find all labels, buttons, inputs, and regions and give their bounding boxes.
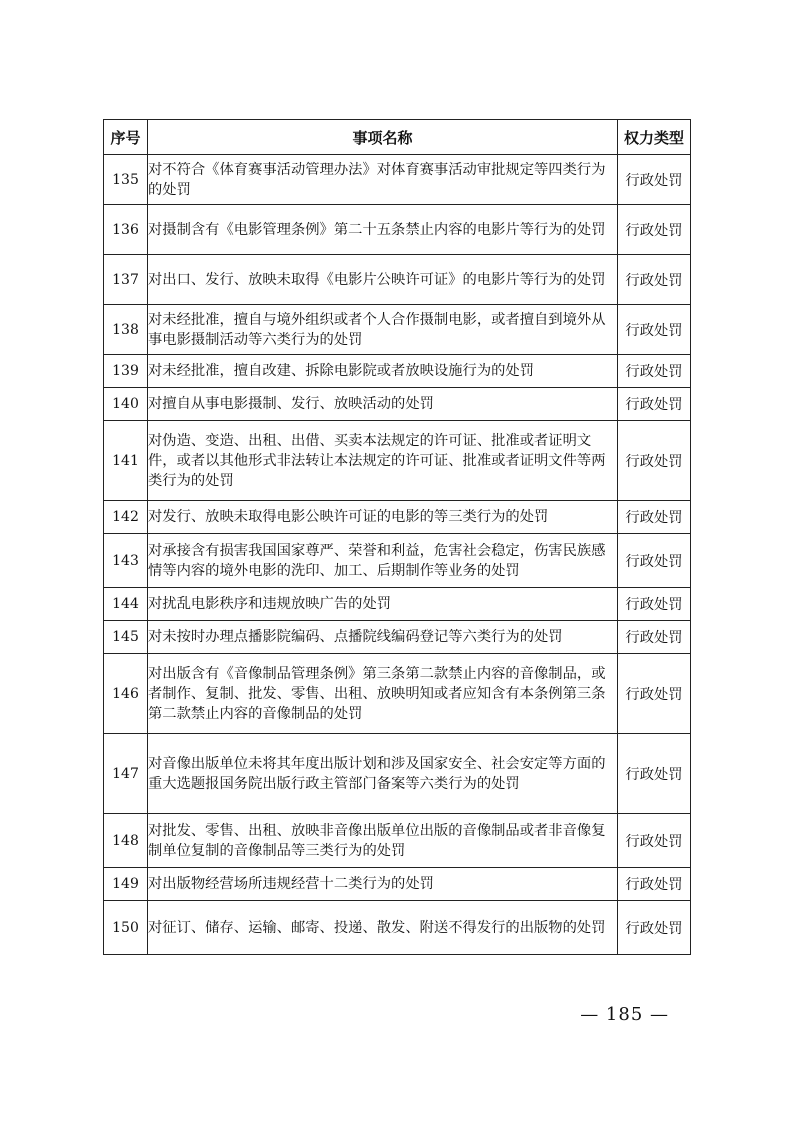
table-row [104, 654, 691, 734]
table-row [104, 814, 691, 868]
row-number: 150 [104, 901, 148, 955]
matter-name: 对未按时办理点播影院编码、点播院线编码登记等六类行为的处罚 [148, 621, 618, 654]
row-number: 139 [104, 355, 148, 388]
power-type: 行政处罚 [618, 205, 691, 255]
matter-name: 对扰乱电影秩序和违规放映广告的处罚 [148, 588, 618, 621]
table-row [104, 388, 691, 421]
table-row [104, 305, 691, 355]
matter-name: 对批发、零售、出租、放映非音像出版单位出版的音像制品或者非音像复制单位复制的音像制品等三类行为的处罚 [148, 814, 618, 868]
power-type: 行政处罚 [618, 901, 691, 955]
power-type: 行政处罚 [618, 588, 691, 621]
table-row [104, 501, 691, 534]
power-type: 行政处罚 [618, 501, 691, 534]
power-type: 行政处罚 [618, 621, 691, 654]
matter-name: 对擅自从事电影摄制、发行、放映活动的处罚 [148, 388, 618, 421]
row-number: 137 [104, 255, 148, 305]
matter-name: 对伪造、变造、出租、出借、买卖本法规定的许可证、批准或者证明文件，或者以其他形式非法转让本法规定的许可证、批准或者证明文件等两类行为的处罚 [148, 421, 618, 501]
power-type: 行政处罚 [618, 654, 691, 734]
matter-name: 对征订、储存、运输、邮寄、投递、散发、附送不得发行的出版物的处罚 [148, 901, 618, 955]
matter-name: 对发行、放映未取得电影公映许可证的电影的等三类行为的处罚 [148, 501, 618, 534]
row-number: 141 [104, 421, 148, 501]
power-type: 行政处罚 [618, 155, 691, 205]
page-number: — 185 — [580, 1004, 669, 1025]
matter-name: 对未经批准，擅自与境外组织或者个人合作摄制电影，或者擅自到境外从事电影摄制活动等六类行为的处罚 [148, 305, 618, 355]
matter-name: 对不符合《体育赛事活动管理办法》对体育赛事活动审批规定等四类行为的处罚 [148, 155, 618, 205]
power-type: 行政处罚 [618, 388, 691, 421]
matter-name: 对出版含有《音像制品管理条例》第三条第二款禁止内容的音像制品，或者制作、复制、批发、零售、出租、放映明知或者应知含有本条例第三条第二款禁止内容的音像制品的处罚 [148, 654, 618, 734]
power-type: 行政处罚 [618, 255, 691, 305]
matter-name: 对未经批准，擅自改建、拆除电影院或者放映设施行为的处罚 [148, 355, 618, 388]
table-row [104, 621, 691, 654]
power-type: 行政处罚 [618, 734, 691, 814]
table-row [104, 734, 691, 814]
row-number: 147 [104, 734, 148, 814]
table-header-row [104, 120, 691, 155]
power-type: 行政处罚 [618, 355, 691, 388]
row-number: 136 [104, 205, 148, 255]
row-number: 142 [104, 501, 148, 534]
row-number: 140 [104, 388, 148, 421]
table-body [104, 155, 691, 955]
header-name: 事项名称 [148, 120, 618, 155]
power-type: 行政处罚 [618, 814, 691, 868]
matter-name: 对音像出版单位未将其年度出版计划和涉及国家安全、社会安定等方面的重大选题报国务院出版行政主管部门备案等六类行为的处罚 [148, 734, 618, 814]
matter-name: 对出版物经营场所违规经营十二类行为的处罚 [148, 868, 618, 901]
row-number: 146 [104, 654, 148, 734]
table-row [104, 534, 691, 588]
power-type: 行政处罚 [618, 868, 691, 901]
table-row [104, 155, 691, 205]
header-no: 序号 [104, 120, 148, 155]
row-number: 143 [104, 534, 148, 588]
table-row [104, 868, 691, 901]
row-number: 145 [104, 621, 148, 654]
row-number: 138 [104, 305, 148, 355]
power-type: 行政处罚 [618, 305, 691, 355]
header-type: 权力类型 [618, 120, 691, 155]
matters-table [103, 119, 691, 955]
matter-name: 对出口、发行、放映未取得《电影片公映许可证》的电影片等行为的处罚 [148, 255, 618, 305]
table-row [104, 355, 691, 388]
power-type: 行政处罚 [618, 534, 691, 588]
row-number: 148 [104, 814, 148, 868]
row-number: 149 [104, 868, 148, 901]
table-row [104, 255, 691, 305]
row-number: 144 [104, 588, 148, 621]
table-row [104, 901, 691, 955]
matter-name: 对摄制含有《电影管理条例》第二十五条禁止内容的电影片等行为的处罚 [148, 205, 618, 255]
table-row [104, 421, 691, 501]
matter-name: 对承接含有损害我国国家尊严、荣誉和利益，危害社会稳定，伤害民族感情等内容的境外电影的洗印、加工、后期制作等业务的处罚 [148, 534, 618, 588]
row-number: 135 [104, 155, 148, 205]
table-row [104, 205, 691, 255]
table-row [104, 588, 691, 621]
power-type: 行政处罚 [618, 421, 691, 501]
